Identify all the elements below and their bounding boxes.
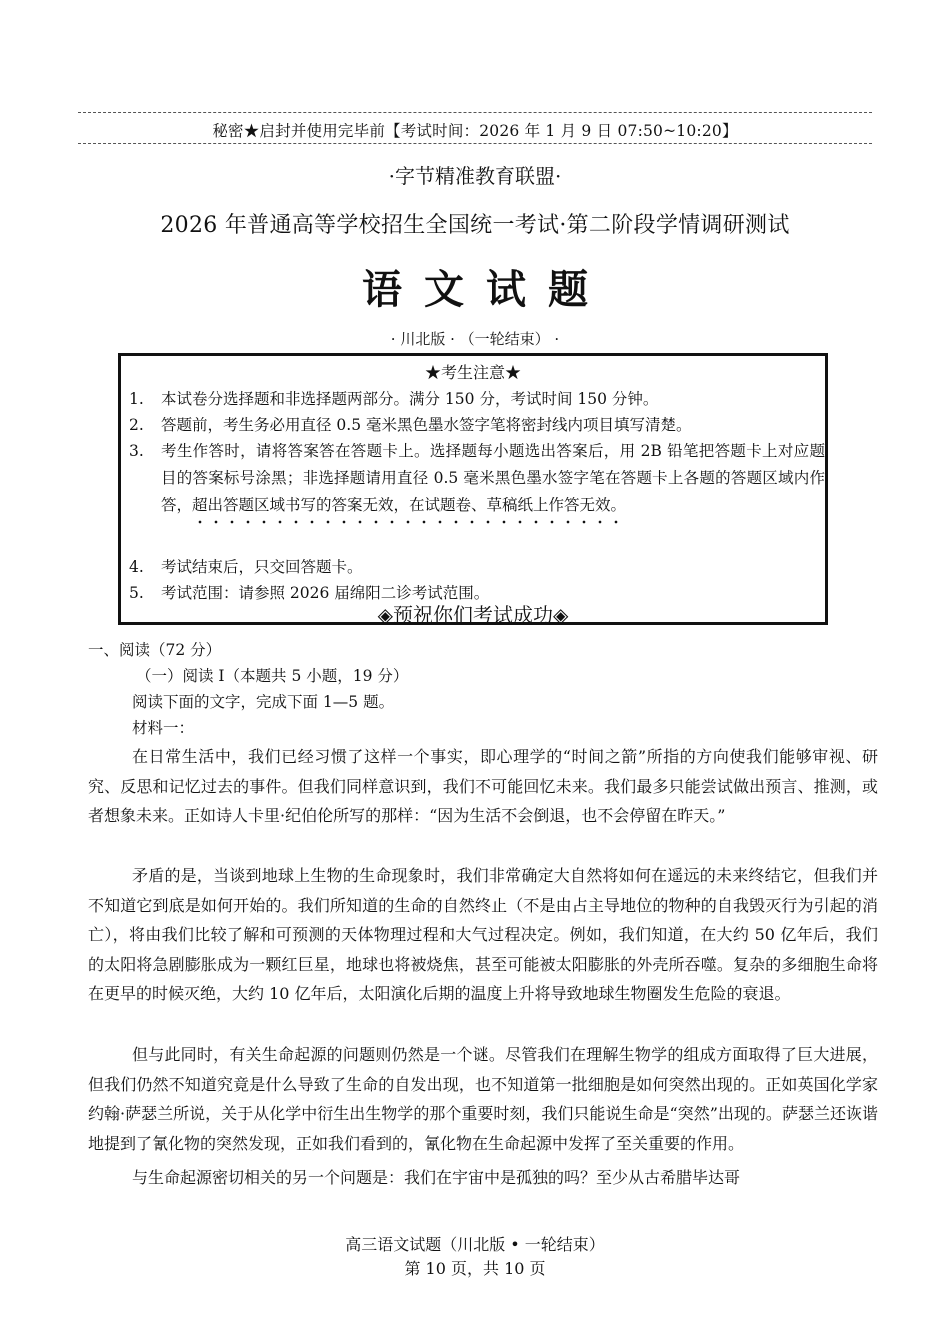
exam-title: 2026 年普通高等学校招生全国统一考试·第二阶段学情调研测试 <box>160 213 790 238</box>
confidential-header: 秘密★启封并使用完毕前【考试时间：2026 年 1 月 9 日 07:50~10:20】 <box>212 122 738 140</box>
notice-item-number: 5. <box>129 584 144 602</box>
footer-title: 高三语文试题（川北版 • 一轮结束） <box>345 1235 605 1254</box>
notice-item-number: 2. <box>129 416 144 434</box>
notice-item-text <box>161 438 825 519</box>
emphasis-dotted-text: 超出答题区域书写的答案无效，在试题卷、草稿纸上作答无效。 <box>192 496 627 514</box>
edition-label: · 川北版 · （一轮结束） · <box>390 330 560 348</box>
notice-item-text-plain: 考生作答时，请将答案答在答题卡上。选择题每小题选出答案后，用 2B 铅笔把答题卡上对应题目的答案标号涂黑；非选择题请用直径 0.5 毫米黑色墨水签字笔在答题卡上各题的答题区域内作答， <box>161 442 825 514</box>
notice-item-text: 答题前，考生务必用直径 0.5 毫米黑色墨水签字笔将密封线内项目填写清楚。 <box>161 416 692 434</box>
notice-title: ★考生注意★ <box>424 363 521 382</box>
material-label: 材料一： <box>132 719 195 737</box>
subject-title: 语文试题 <box>362 266 610 313</box>
notice-item-number: 3. <box>129 442 144 460</box>
notice-item-number: 1. <box>129 390 144 408</box>
good-luck-line: ◈预祝你们考试成功◈ <box>377 603 569 627</box>
section-heading: 一、阅读（72 分） <box>88 641 222 659</box>
reading-instruction: 阅读下面的文字，完成下面 1—5 题。 <box>132 693 395 711</box>
notice-item-text: 考试结束后，只交回答题卡。 <box>161 558 363 576</box>
notice-item-text: 本试卷分选择题和非选择题两部分。满分 150 分，考试时间 150 分钟。 <box>161 390 659 408</box>
notice-box <box>118 353 828 625</box>
notice-item-number: 4. <box>129 558 144 576</box>
alliance-name: ·字节精准教育联盟· <box>388 164 562 188</box>
subsection-heading: （一）阅读 I（本题共 5 小题，19 分） <box>136 667 409 685</box>
body-paragraph: 矛盾的是，当谈到地球上生物的生命现象时，我们非常确定大自然将如何在遥远的未来终结它，但我们并不知道它到底是如何开始的。我们所知道的生命的自然终止（不是由占主导地位的物种的自我毁灭行为引起的消亡），将由我们比较了解和可预测的天体物理过程和大气过程决定。例如，我们知道，在大约 50 亿年后，我们的太阳将急剧膨胀成为一颗红巨星，地球也将被烧焦，甚至可能被太阳膨胀的外壳所吞噬。复杂的多细胞生命将在更早的时候灭绝，大约 10 亿年后，太阳演化后期的温度上升将导致地球生物圈发生危险的衰退。 <box>88 866 878 1003</box>
bottom-dashed-line <box>78 143 872 144</box>
body-paragraph: 在日常生活中，我们已经习惯了这样一个事实，即心理学的“时间之箭”所指的方向使我们能够审视、研究、反思和记忆过去的事件。但我们同样意识到，我们不可能回忆未来。我们最多只能尝试做出预言、推测，或者想象未来。正如诗人卡里·纪伯伦所写的那样：“因为生活不会倒退，也不会停留在昨天。” <box>88 747 878 825</box>
top-dashed-line <box>78 112 872 113</box>
page-number: 第 10 页，共 10 页 <box>404 1259 546 1278</box>
body-paragraph: 与生命起源密切相关的另一个问题是：我们在宇宙中是孤独的吗？至少从古希腊毕达哥 <box>132 1168 741 1187</box>
body-paragraph: 但与此同时，有关生命起源的问题则仍然是一个谜。尽管我们在理解生物学的组成方面取得了巨大进展，但我们仍然不知道究竟是什么导致了生命的自发出现，也不知道第一批细胞是如何突然出现的。正如英国化学家约翰·萨瑟兰所说，关于从化学中衍生出生物学的那个重要时刻，我们只能说生命是“突然”出现的。萨瑟兰还诙谐地提到了氰化物的突然发现，正如我们看到的，氰化物在生命起源中发挥了至关重要的作用。 <box>88 1045 878 1153</box>
notice-item-text: 考试范围：请参照 2026 届绵阳二诊考试范围。 <box>161 584 490 602</box>
